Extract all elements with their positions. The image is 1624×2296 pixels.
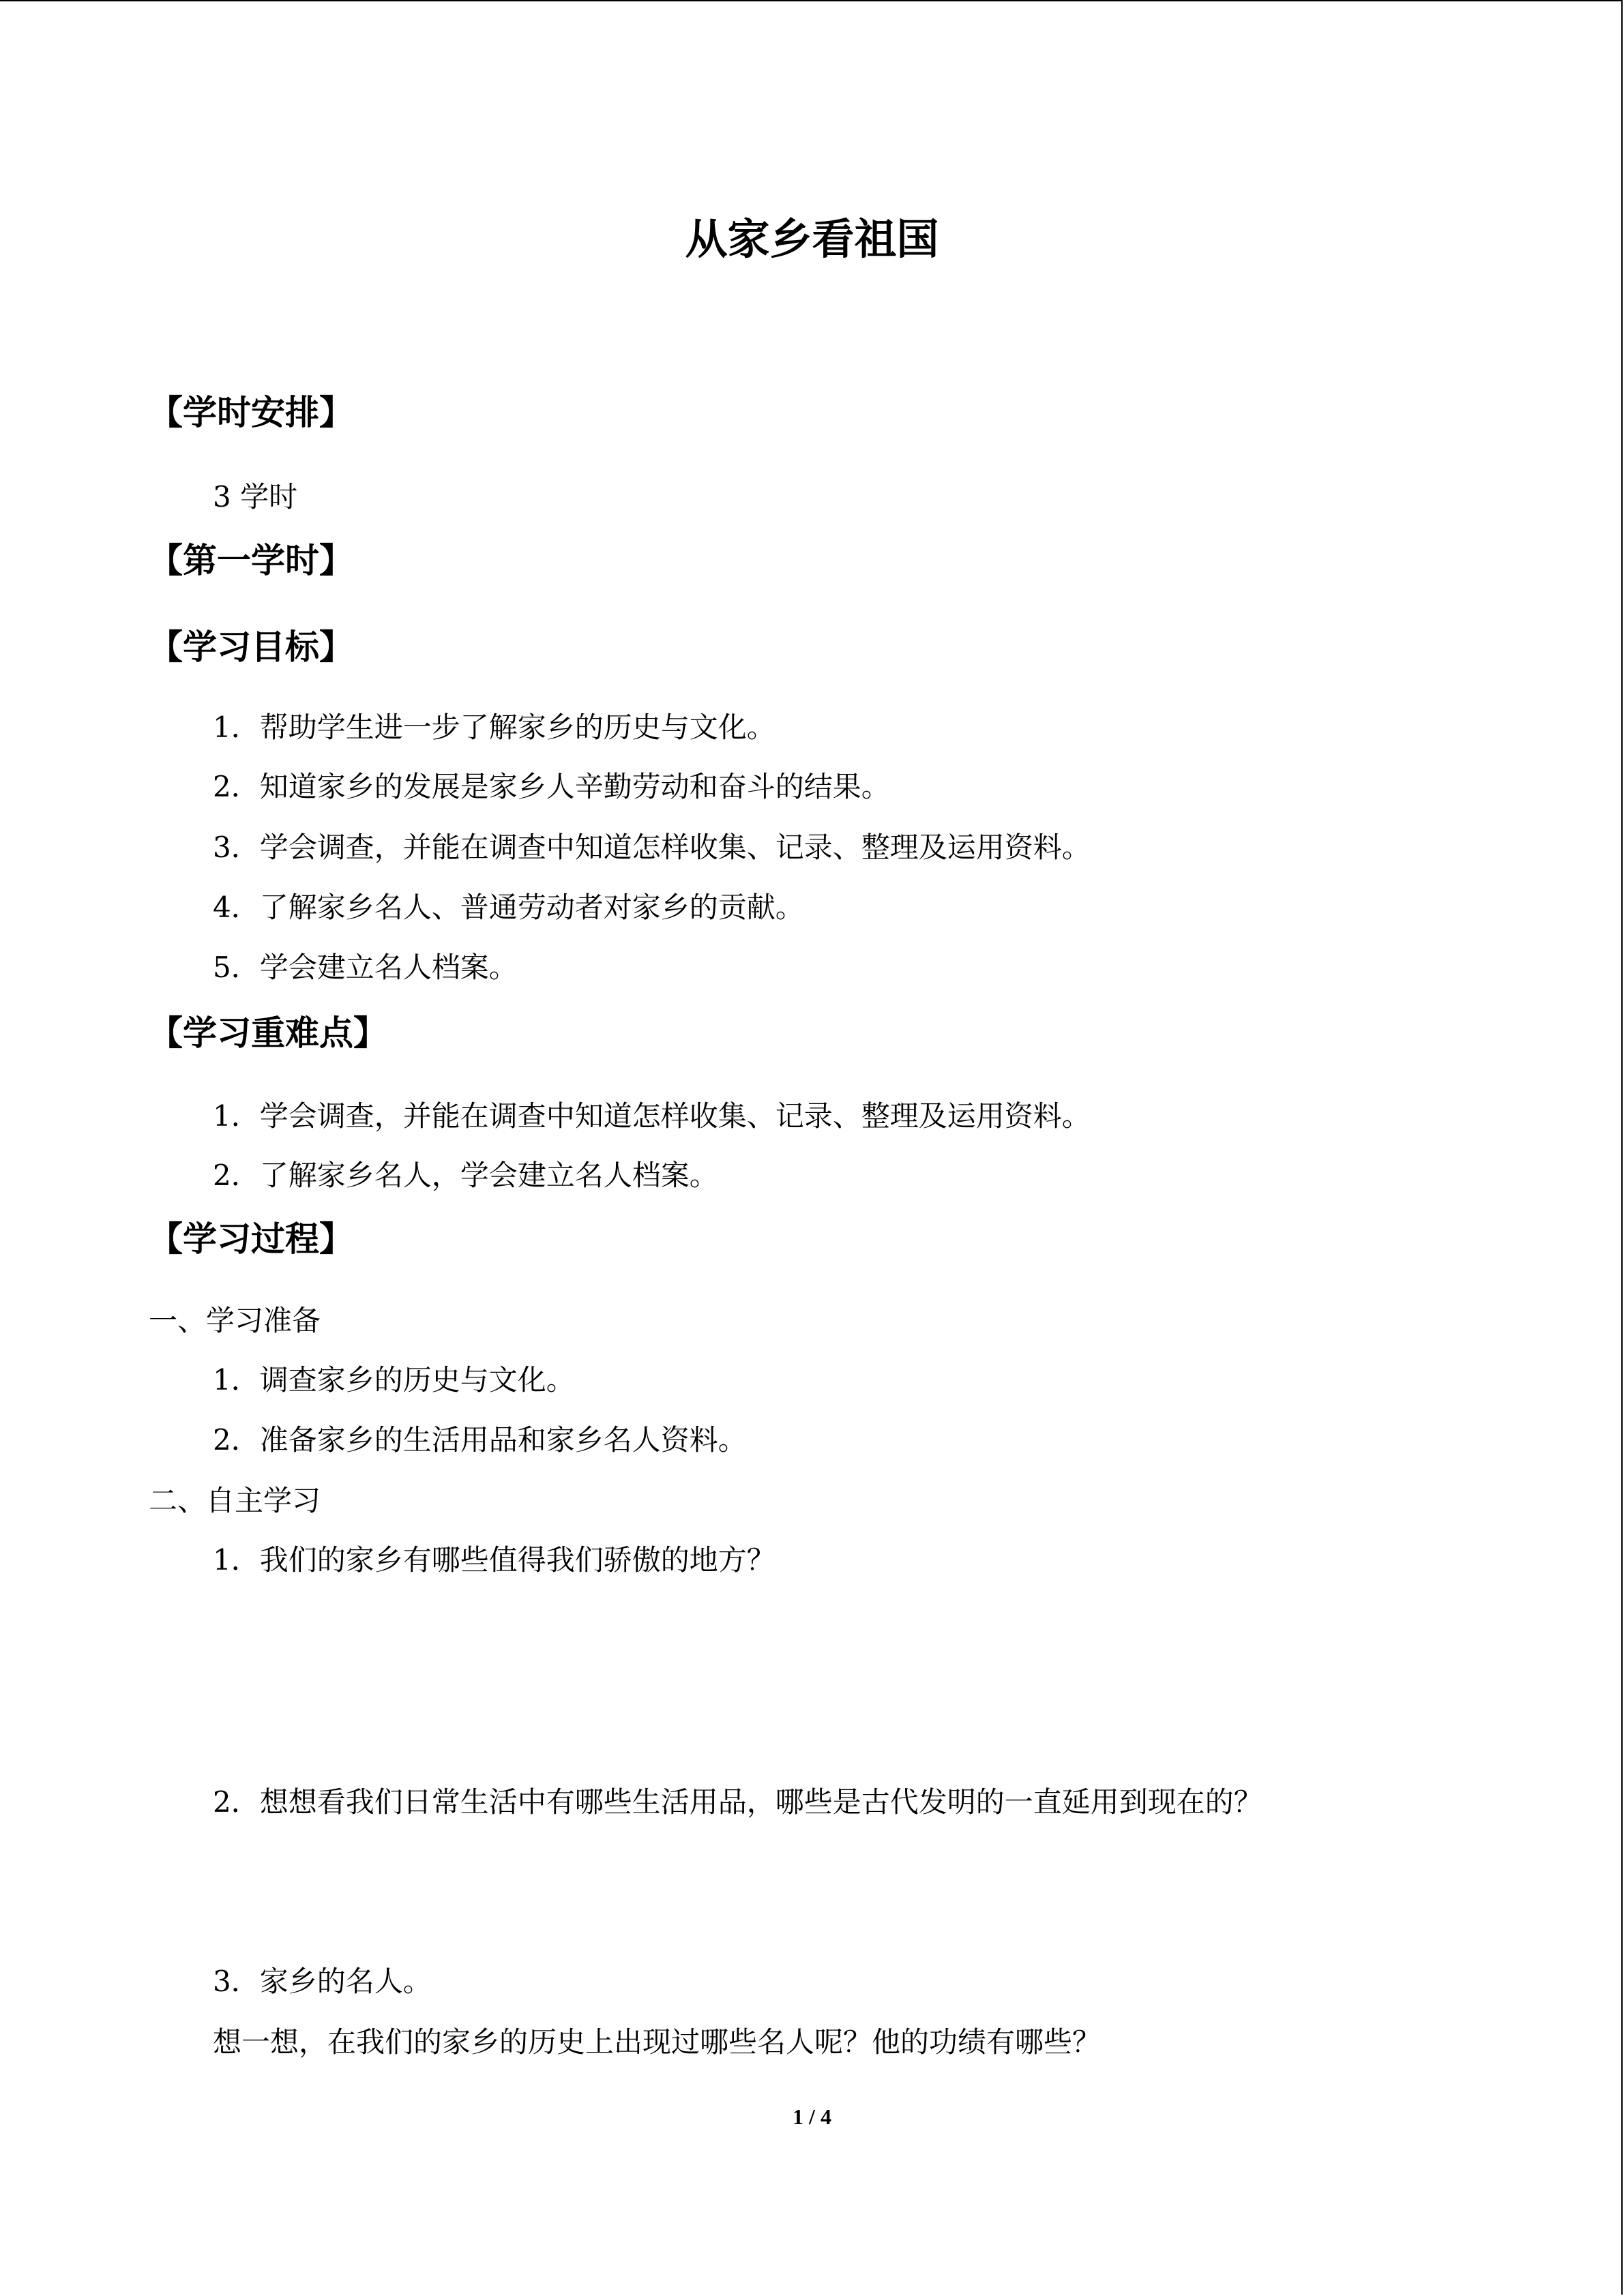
objective-item: 5．学会建立名人档案。: [213, 951, 518, 984]
objective-item: 2．知道家乡的发展是家乡人辛勤劳动和奋斗的结果。: [213, 770, 890, 803]
page-number: 1 / 4: [793, 2104, 831, 2129]
document-title: 从家乡看祖国: [685, 214, 939, 264]
objective-item: 3．学会调查，并能在调查中知道怎样收集、记录、整理及运用资料。: [213, 831, 1091, 864]
self-study-title: 二、自主学习: [149, 1484, 321, 1517]
schedule-value: 3 学时: [213, 480, 298, 513]
self-study-item: 1．我们的家乡有哪些值得我们骄傲的地方？: [213, 1543, 776, 1577]
self-study-prompt: 想一想，在我们的家乡的历史上出现过哪些名人呢？他的功绩有哪些？: [213, 2025, 1102, 2059]
self-study-item: 2．想想看我们日常生活中有哪些生活用品，哪些是古代发明的一直延用到现在的？: [213, 1785, 1263, 1819]
process-heading: 【学习过程】: [149, 1219, 353, 1259]
key-point-item: 1．学会调查，并能在调查中知道怎样收集、记录、整理及运用资料。: [213, 1099, 1091, 1133]
key-points-heading: 【学习重难点】: [149, 1013, 387, 1053]
schedule-heading: 【学时安排】: [149, 393, 353, 432]
objective-item: 4．了解家乡名人、普通劳动者对家乡的贡献。: [213, 891, 804, 924]
preparation-title: 一、学习准备: [149, 1304, 321, 1337]
first-period-heading: 【第一学时】: [149, 541, 353, 580]
key-point-item: 2．了解家乡名人，学会建立名人档案。: [213, 1159, 718, 1192]
objective-item: 1．帮助学生进一步了解家乡的历史与文化。: [213, 711, 776, 744]
self-study-item: 3．家乡的名人。: [213, 1965, 432, 1998]
preparation-item: 2．准备家乡的生活用品和家乡名人资料。: [213, 1423, 747, 1457]
preparation-item: 1．调查家乡的历史与文化。: [213, 1363, 575, 1397]
objectives-heading: 【学习目标】: [149, 627, 353, 667]
